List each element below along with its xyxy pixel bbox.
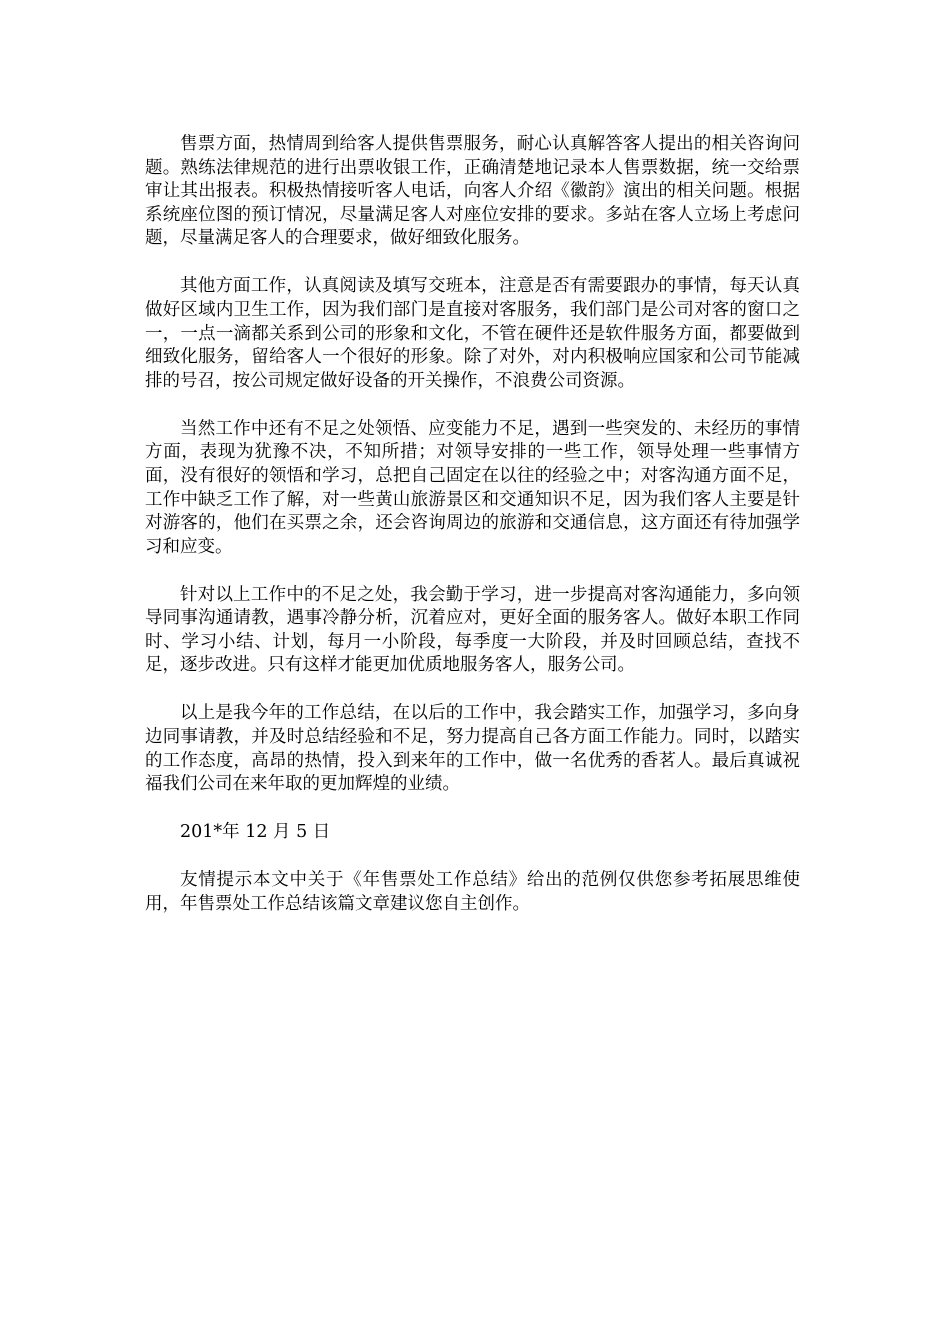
paragraph-conclusion: 以上是我今年的工作总结，在以后的工作中，我会踏实工作，加强学习，多向身边同事请教，并及时总结经验和不足，努力提高自己各方面工作能力。同时，以踏实的工作态度，高昂的热情，投入到来年的工作中，做一名优秀的香茗人。最后真诚祝福我们公司在来年取的更加辉煌的业绩。 (145, 703, 800, 795)
document-body (145, 133, 800, 941)
document-date: 201*年 12 月 5 日 (180, 822, 331, 843)
paragraph-ticket-sales: 售票方面，热情周到给客人提供售票服务，耐心认真解答客人提出的相关咨询问题。熟练法律规范的进行出票收银工作，正确清楚地记录本人售票数据，统一交给票审让其出报表。积极热情接听客人电话，向客人介绍《徽韵》演出的相关问题。根据系统座位图的预订情况，尽量满足客人对座位安排的要求。多站在客人立场上考虑问题，尽量满足客人的合理要求，做好细致化服务。 (145, 134, 800, 249)
paragraph-shortcomings: 当然工作中还有不足之处领悟、应变能力不足，遇到一些突发的、未经历的事情方面，表现为犹豫不决，不知所措；对领导安排的一些工作，领导处理一些事情方面，没有很好的领悟和学习，总把自己固定在以往的经验之中；对客沟通方面不足，工作中缺乏工作了解，对一些黄山旅游景区和交通知识不足，因为我们客人主要是针对游客的，他们在买票之余，还会咨询周边的旅游和交通信息，这方面还有待加强学习和应变。 (145, 418, 800, 557)
paragraph-other-work: 其他方面工作，认真阅读及填写交班本，注意是否有需要跟办的事情，每天认真做好区域内卫生工作，因为我们部门是直接对客服务，我们部门是公司对客的窗口之一，一点一滴都关系到公司的形象和文化，不管在硬件还是软件服务方面，都要做到细致化服务，留给客人一个很好的形象。除了对外，对内积极响应国家和公司节能减排的号召，按公司规定做好设备的开关操作，不浪费公司资源。 (145, 276, 800, 391)
paragraph-improvements: 针对以上工作中的不足之处，我会勤于学习，进一步提高对客沟通能力，多向领导同事沟通请教，遇事冷静分析，沉着应对，更好全面的服务客人。做好本职工作同时、学习小结、计划，每月一小阶段，每季度一大阶段，并及时回顾总结，查找不足，逐步改进。只有这样才能更加优质地服务客人，服务公司。 (145, 584, 800, 676)
footer-note: 友情提示本文中关于《年售票处工作总结》给出的范例仅供您参考拓展思维使用，年售票处工作总结该篇文章建议您自主创作。 (145, 870, 800, 914)
